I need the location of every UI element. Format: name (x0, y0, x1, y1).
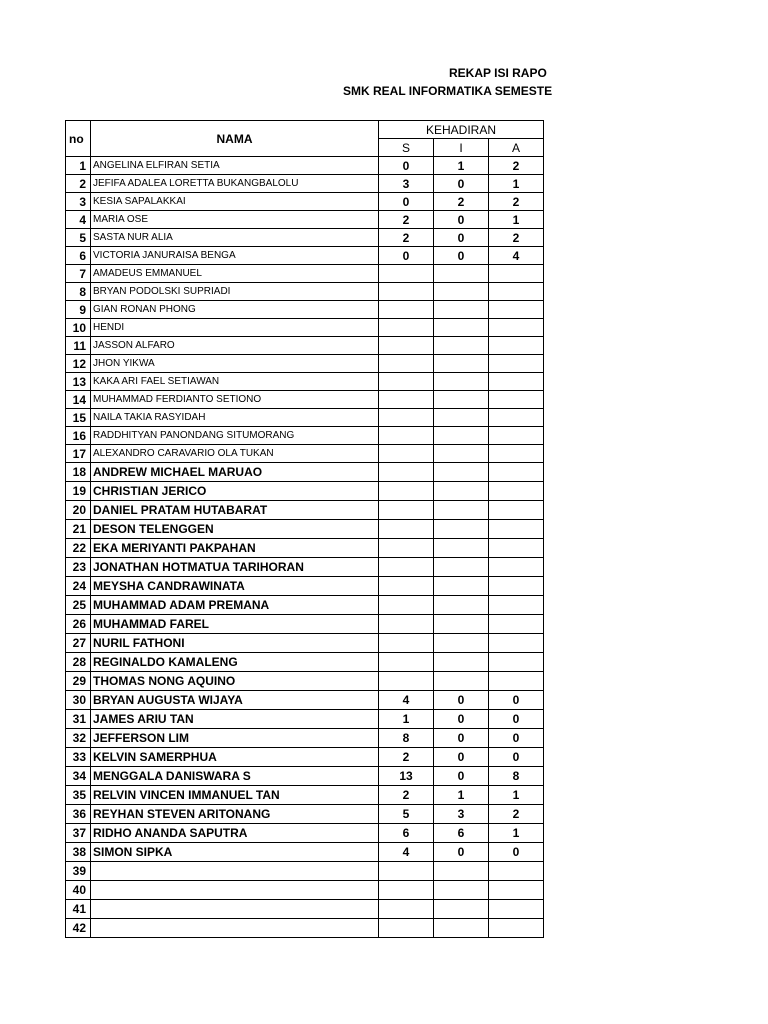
student-name: KELVIN SAMERPHUA (91, 748, 379, 767)
alpha-count (489, 919, 544, 938)
row-number: 3 (66, 193, 91, 211)
alpha-count: 0 (489, 748, 544, 767)
row-number: 27 (66, 634, 91, 653)
row-number: 24 (66, 577, 91, 596)
row-number: 28 (66, 653, 91, 672)
student-name: NURIL FATHONI (91, 634, 379, 653)
sakit-count: 2 (379, 786, 434, 805)
izin-count (434, 391, 489, 409)
row-number: 41 (66, 900, 91, 919)
alpha-count (489, 672, 544, 691)
table-row (66, 634, 544, 653)
table-row (66, 501, 544, 520)
table-row (66, 672, 544, 691)
alpha-count (489, 482, 544, 501)
student-name: JEFIFA ADALEA LORETTA BUKANGBALOLU (91, 175, 379, 193)
table-row (66, 337, 544, 355)
row-number: 26 (66, 615, 91, 634)
table-row (66, 175, 544, 193)
student-name: MENGGALA DANISWARA S (91, 767, 379, 786)
row-number: 16 (66, 427, 91, 445)
izin-count (434, 577, 489, 596)
sakit-count: 2 (379, 229, 434, 247)
sakit-count (379, 634, 434, 653)
izin-count (434, 881, 489, 900)
row-number: 22 (66, 539, 91, 558)
row-number: 35 (66, 786, 91, 805)
student-name: DESON TELENGGEN (91, 520, 379, 539)
row-number: 19 (66, 482, 91, 501)
alpha-count (489, 577, 544, 596)
alpha-count: 2 (489, 157, 544, 175)
table-row (66, 391, 544, 409)
izin-count (434, 596, 489, 615)
student-name: GIAN RONAN PHONG (91, 301, 379, 319)
alpha-count (489, 445, 544, 463)
sakit-count (379, 900, 434, 919)
sakit-count: 0 (379, 193, 434, 211)
row-number: 14 (66, 391, 91, 409)
table-row (66, 710, 544, 729)
alpha-count: 8 (489, 767, 544, 786)
table-row (66, 653, 544, 672)
table-row (66, 482, 544, 501)
alpha-count (489, 615, 544, 634)
alpha-count: 0 (489, 843, 544, 862)
sakit-count (379, 337, 434, 355)
table-row (66, 577, 544, 596)
row-number: 25 (66, 596, 91, 615)
student-name: VICTORIA JANURAISA BENGA (91, 247, 379, 265)
table-row (66, 729, 544, 748)
sakit-count: 3 (379, 175, 434, 193)
column-header-a: A (489, 139, 544, 157)
alpha-count (489, 558, 544, 577)
sakit-count (379, 319, 434, 337)
table-row (66, 786, 544, 805)
alpha-count (489, 501, 544, 520)
sakit-count: 4 (379, 691, 434, 710)
table-row (66, 265, 544, 283)
table-row (66, 193, 544, 211)
student-name: MUHAMMAD FAREL (91, 615, 379, 634)
table-row (66, 748, 544, 767)
table-row (66, 445, 544, 463)
column-header-nama: NAMA (91, 121, 379, 157)
izin-count (434, 482, 489, 501)
row-number: 6 (66, 247, 91, 265)
alpha-count (489, 653, 544, 672)
izin-count: 0 (434, 710, 489, 729)
student-name: MARIA OSE (91, 211, 379, 229)
column-header-s: S (379, 139, 434, 157)
student-name: MUHAMMAD FERDIANTO SETIONO (91, 391, 379, 409)
sakit-count (379, 862, 434, 881)
alpha-count (489, 337, 544, 355)
table-row (66, 427, 544, 445)
alpha-count (489, 427, 544, 445)
sakit-count (379, 919, 434, 938)
izin-count (434, 558, 489, 577)
izin-count: 0 (434, 211, 489, 229)
izin-count (434, 283, 489, 301)
izin-count (434, 337, 489, 355)
student-name: JONATHAN HOTMATUA TARIHORAN (91, 558, 379, 577)
table-row (66, 900, 544, 919)
row-number: 21 (66, 520, 91, 539)
alpha-count: 0 (489, 729, 544, 748)
table-row (66, 283, 544, 301)
izin-count (434, 373, 489, 391)
izin-count (434, 427, 489, 445)
izin-count (434, 615, 489, 634)
table-row (66, 805, 544, 824)
izin-count: 0 (434, 748, 489, 767)
sakit-count (379, 501, 434, 520)
izin-count: 2 (434, 193, 489, 211)
table-row (66, 319, 544, 337)
student-name: EKA MERIYANTI PAKPAHAN (91, 539, 379, 558)
izin-count (434, 409, 489, 427)
row-number: 8 (66, 283, 91, 301)
izin-count: 0 (434, 843, 489, 862)
alpha-count: 1 (489, 175, 544, 193)
table-row (66, 229, 544, 247)
alpha-count: 2 (489, 193, 544, 211)
alpha-count (489, 596, 544, 615)
row-number: 40 (66, 881, 91, 900)
izin-count: 3 (434, 805, 489, 824)
izin-count: 0 (434, 767, 489, 786)
student-name: JHON YIKWA (91, 355, 379, 373)
izin-count (434, 319, 489, 337)
student-name (91, 919, 379, 938)
sakit-count (379, 445, 434, 463)
student-name: ALEXANDRO CARAVARIO OLA TUKAN (91, 445, 379, 463)
alpha-count (489, 373, 544, 391)
alpha-count: 1 (489, 824, 544, 843)
row-number: 11 (66, 337, 91, 355)
table-row (66, 157, 544, 175)
table-row (66, 539, 544, 558)
report-title: REKAP ISI RAPO (449, 66, 547, 80)
row-number: 12 (66, 355, 91, 373)
student-name: JEFFERSON LIM (91, 729, 379, 748)
alpha-count: 2 (489, 229, 544, 247)
table-row (66, 919, 544, 938)
student-name: RADDHITYAN PANONDANG SITUMORANG (91, 427, 379, 445)
izin-count (434, 463, 489, 482)
sakit-count (379, 615, 434, 634)
student-name: ANGELINA ELFIRAN SETIA (91, 157, 379, 175)
izin-count (434, 862, 489, 881)
sakit-count: 0 (379, 157, 434, 175)
row-number: 33 (66, 748, 91, 767)
student-name: SIMON SIPKA (91, 843, 379, 862)
sakit-count: 0 (379, 247, 434, 265)
row-number: 18 (66, 463, 91, 482)
student-name: MEYSHA CANDRAWINATA (91, 577, 379, 596)
student-name: REGINALDO KAMALENG (91, 653, 379, 672)
student-name (91, 881, 379, 900)
alpha-count: 4 (489, 247, 544, 265)
alpha-count (489, 391, 544, 409)
alpha-count (489, 283, 544, 301)
izin-count (434, 520, 489, 539)
column-header-i: I (434, 139, 489, 157)
sakit-count (379, 881, 434, 900)
table-row (66, 691, 544, 710)
row-number: 39 (66, 862, 91, 881)
sakit-count (379, 482, 434, 501)
izin-count (434, 653, 489, 672)
row-number: 32 (66, 729, 91, 748)
table-row (66, 409, 544, 427)
izin-count (434, 900, 489, 919)
student-name (91, 900, 379, 919)
row-number: 17 (66, 445, 91, 463)
table-row (66, 373, 544, 391)
table-row (66, 558, 544, 577)
sakit-count (379, 355, 434, 373)
row-number: 34 (66, 767, 91, 786)
alpha-count (489, 634, 544, 653)
izin-count (434, 672, 489, 691)
sakit-count (379, 539, 434, 558)
student-name: KESIA SAPALAKKAI (91, 193, 379, 211)
alpha-count (489, 900, 544, 919)
izin-count (434, 445, 489, 463)
sakit-count: 1 (379, 710, 434, 729)
table-row (66, 824, 544, 843)
student-name: AMADEUS EMMANUEL (91, 265, 379, 283)
izin-count (434, 634, 489, 653)
row-number: 4 (66, 211, 91, 229)
sakit-count (379, 558, 434, 577)
table-row (66, 355, 544, 373)
table-row (66, 211, 544, 229)
izin-count (434, 919, 489, 938)
sakit-count (379, 373, 434, 391)
student-name: HENDI (91, 319, 379, 337)
alpha-count (489, 463, 544, 482)
student-name: REYHAN STEVEN ARITONANG (91, 805, 379, 824)
row-number: 36 (66, 805, 91, 824)
row-number: 29 (66, 672, 91, 691)
sakit-count: 2 (379, 748, 434, 767)
sakit-count (379, 265, 434, 283)
sakit-count (379, 653, 434, 672)
column-header-no: no (66, 121, 91, 157)
table-row (66, 301, 544, 319)
alpha-count: 2 (489, 805, 544, 824)
sakit-count: 8 (379, 729, 434, 748)
row-number: 2 (66, 175, 91, 193)
student-name: NAILA TAKIA RASYIDAH (91, 409, 379, 427)
sakit-count: 5 (379, 805, 434, 824)
table-row (66, 615, 544, 634)
alpha-count: 0 (489, 691, 544, 710)
row-number: 38 (66, 843, 91, 862)
alpha-count (489, 862, 544, 881)
alpha-count (489, 319, 544, 337)
alpha-count: 1 (489, 786, 544, 805)
sakit-count (379, 577, 434, 596)
student-name: DANIEL PRATAM HUTABARAT (91, 501, 379, 520)
row-number: 7 (66, 265, 91, 283)
alpha-count (489, 539, 544, 558)
sakit-count (379, 596, 434, 615)
alpha-count (489, 409, 544, 427)
student-name: KAKA ARI FAEL SETIAWAN (91, 373, 379, 391)
row-number: 5 (66, 229, 91, 247)
izin-count: 0 (434, 691, 489, 710)
row-number: 9 (66, 301, 91, 319)
student-name: THOMAS NONG AQUINO (91, 672, 379, 691)
sakit-count (379, 301, 434, 319)
row-number: 13 (66, 373, 91, 391)
sakit-count (379, 391, 434, 409)
alpha-count: 1 (489, 211, 544, 229)
alpha-count (489, 881, 544, 900)
izin-count (434, 301, 489, 319)
alpha-count (489, 355, 544, 373)
student-name: JAMES ARIU TAN (91, 710, 379, 729)
report-subtitle: SMK REAL INFORMATIKA SEMESTE (343, 84, 553, 98)
student-name: ANDREW MICHAEL MARUAO (91, 463, 379, 482)
student-name: BRYAN PODOLSKI SUPRIADI (91, 283, 379, 301)
sakit-count (379, 283, 434, 301)
sakit-count: 4 (379, 843, 434, 862)
izin-count (434, 265, 489, 283)
table-row (66, 463, 544, 482)
table-row (66, 843, 544, 862)
sakit-count: 13 (379, 767, 434, 786)
row-number: 30 (66, 691, 91, 710)
row-number: 23 (66, 558, 91, 577)
izin-count: 0 (434, 175, 489, 193)
izin-count: 0 (434, 247, 489, 265)
table-row (66, 596, 544, 615)
column-header-kehadiran: KEHADIRAN (379, 121, 544, 139)
student-name: RIDHO ANANDA SAPUTRA (91, 824, 379, 843)
alpha-count (489, 265, 544, 283)
row-number: 31 (66, 710, 91, 729)
student-name: RELVIN VINCEN IMMANUEL TAN (91, 786, 379, 805)
sakit-count (379, 463, 434, 482)
sakit-count: 6 (379, 824, 434, 843)
table-row (66, 767, 544, 786)
student-name: CHRISTIAN JERICO (91, 482, 379, 501)
alpha-count (489, 301, 544, 319)
row-number: 1 (66, 157, 91, 175)
student-name: SASTA NUR ALIA (91, 229, 379, 247)
izin-count (434, 355, 489, 373)
izin-count: 0 (434, 729, 489, 748)
table-row (66, 862, 544, 881)
student-name: JASSON ALFARO (91, 337, 379, 355)
sakit-count (379, 427, 434, 445)
row-number: 15 (66, 409, 91, 427)
sakit-count (379, 520, 434, 539)
student-name (91, 862, 379, 881)
student-name: BRYAN AUGUSTA WIJAYA (91, 691, 379, 710)
row-number: 37 (66, 824, 91, 843)
izin-count: 1 (434, 786, 489, 805)
sakit-count: 2 (379, 211, 434, 229)
izin-count: 0 (434, 229, 489, 247)
izin-count: 6 (434, 824, 489, 843)
table-row (66, 520, 544, 539)
row-number: 10 (66, 319, 91, 337)
izin-count (434, 501, 489, 520)
alpha-count (489, 520, 544, 539)
alpha-count: 0 (489, 710, 544, 729)
row-number: 20 (66, 501, 91, 520)
attendance-table (65, 120, 544, 938)
row-number: 42 (66, 919, 91, 938)
sakit-count (379, 409, 434, 427)
student-name: MUHAMMAD ADAM PREMANA (91, 596, 379, 615)
sakit-count (379, 672, 434, 691)
izin-count: 1 (434, 157, 489, 175)
table-row (66, 881, 544, 900)
izin-count (434, 539, 489, 558)
table-row (66, 247, 544, 265)
